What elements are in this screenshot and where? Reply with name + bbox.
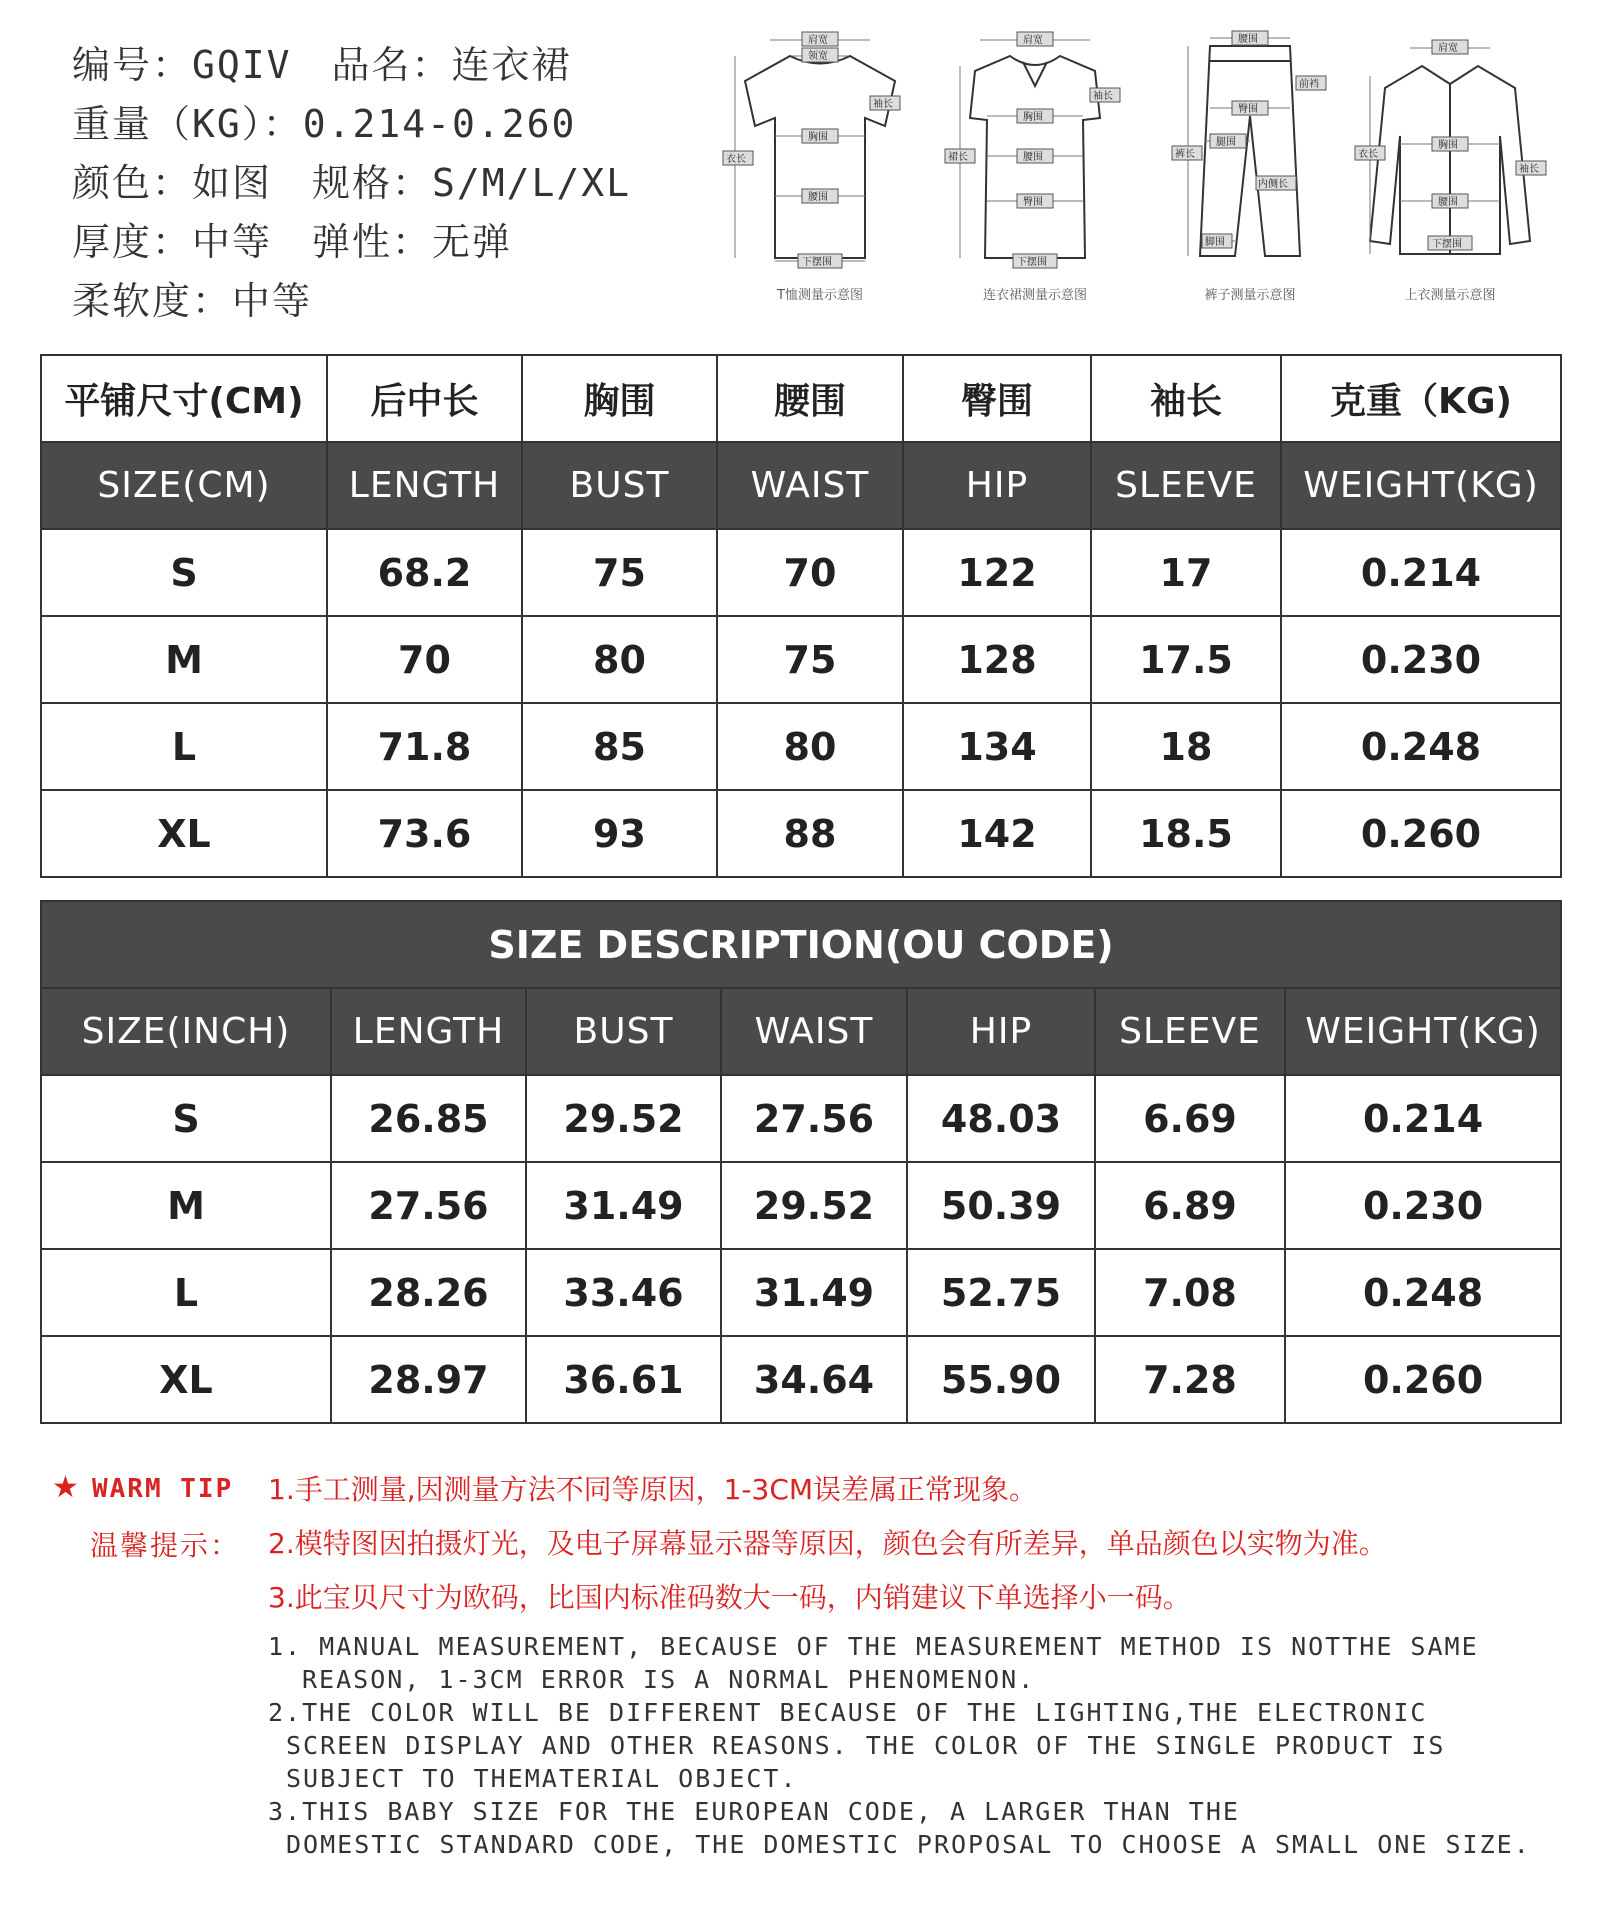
- table-cell: 17: [1091, 529, 1281, 616]
- header-cell: SIZE(INCH): [41, 988, 331, 1075]
- tip-zh-3: 3.此宝贝尺寸为欧码，比国内标准码数大一码，内销建议下单选择小一码。: [268, 1581, 1191, 1614]
- product-thickness: 厚度：中等: [72, 220, 273, 264]
- svg-text:肩宽: 肩宽: [1438, 43, 1458, 54]
- table-cell: 31.49: [526, 1162, 721, 1249]
- svg-text:肩宽: 肩宽: [808, 35, 828, 46]
- inch-table-title: SIZE DESCRIPTION(OU CODE): [41, 901, 1561, 988]
- table-cell: 55.90: [907, 1336, 1095, 1423]
- product-code: 编号：GQIV: [72, 43, 292, 87]
- tip-en-line: REASON, 1-3CM ERROR IS A NORMAL PHENOMENON.: [302, 1665, 1036, 1694]
- table-cell: 27.56: [721, 1075, 907, 1162]
- svg-text:袖长: 袖长: [873, 99, 893, 110]
- warm-tip-label-zh: 温馨提示：: [90, 1529, 241, 1562]
- warm-tip-list-zh: [268, 1470, 1387, 1632]
- table-cell: 0.248: [1285, 1249, 1561, 1336]
- tshirt-diagram: [720, 26, 920, 316]
- svg-text:腰围: 腰围: [808, 192, 828, 203]
- header-cell: 平铺尺寸(CM): [41, 355, 327, 442]
- table-row: [41, 1162, 1561, 1249]
- tip-en-line: SUBJECT TO THEMATERIAL OBJECT.: [286, 1764, 798, 1793]
- dress-diagram: [935, 26, 1135, 316]
- table-cell: 75: [522, 529, 717, 616]
- size-table-cm: [40, 354, 1562, 878]
- svg-text:下摆围: 下摆围: [1017, 257, 1047, 268]
- table-cell: 18.5: [1091, 790, 1281, 877]
- table-cell: 122: [903, 529, 1091, 616]
- product-elasticity: 弹性：无弹: [312, 220, 513, 264]
- svg-text:衣长: 衣长: [1358, 149, 1378, 160]
- header-cell: 腰围: [717, 355, 903, 442]
- table-cell: 134: [903, 703, 1091, 790]
- table-cell: 0.260: [1281, 790, 1561, 877]
- header-cell: WAIST: [721, 988, 907, 1075]
- table-cell: 80: [522, 616, 717, 703]
- inch-table-title-row: [41, 901, 1561, 988]
- table-row: [41, 1075, 1561, 1162]
- header-cell: LENGTH: [331, 988, 526, 1075]
- header-cell: HIP: [907, 988, 1095, 1075]
- svg-text:下摆围: 下摆围: [1432, 239, 1462, 250]
- table-cell: XL: [41, 1336, 331, 1423]
- table-cell: 33.46: [526, 1249, 721, 1336]
- product-weight: 重量（KG）：0.214-0.260: [72, 102, 577, 146]
- product-sizes: 规格：S/M/L/XL: [312, 161, 632, 205]
- header-cell: WEIGHT(KG): [1285, 988, 1561, 1075]
- warm-tip-list-en: [268, 1630, 1531, 1861]
- header-cell: 克重（KG): [1281, 355, 1561, 442]
- svg-text:臀围: 臀围: [1238, 104, 1258, 115]
- table-cell: L: [41, 1249, 331, 1336]
- table-cell: M: [41, 1162, 331, 1249]
- product-info: [72, 36, 631, 331]
- pants-diagram-caption: 裤子测量示意图: [1204, 288, 1296, 303]
- table-row: [41, 529, 1561, 616]
- svg-text:胸围: 胸围: [1438, 140, 1458, 151]
- header-cell: 臀围: [903, 355, 1091, 442]
- table-cell: 128: [903, 616, 1091, 703]
- table-cell: 75: [717, 616, 903, 703]
- table-cell: 48.03: [907, 1075, 1095, 1162]
- header-cell: HIP: [903, 442, 1091, 529]
- star-icon: ★: [52, 1470, 79, 1505]
- table-cell: 6.69: [1095, 1075, 1285, 1162]
- tip-en-line: 2.THE COLOR WILL BE DIFFERENT BECAUSE OF THE LIGHTING,THE ELECTRONIC: [268, 1698, 1428, 1727]
- svg-text:衣长: 衣长: [726, 154, 746, 165]
- table-cell: 0.248: [1281, 703, 1561, 790]
- table-cell: 7.28: [1095, 1336, 1285, 1423]
- pants-diagram: [1150, 26, 1350, 316]
- cm-table-en-header: [41, 442, 1561, 529]
- table-cell: 70: [717, 529, 903, 616]
- tip-en-line: SCREEN DISPLAY AND OTHER REASONS. THE COLOR OF THE SINGLE PRODUCT IS: [286, 1731, 1446, 1760]
- table-cell: 0.260: [1285, 1336, 1561, 1423]
- table-cell: 26.85: [331, 1075, 526, 1162]
- header-cell: 袖长: [1091, 355, 1281, 442]
- table-row: [41, 703, 1561, 790]
- warm-tip-label: WARM TIP: [92, 1474, 234, 1504]
- table-row: [41, 790, 1561, 877]
- product-name: 品名：连衣裙: [331, 43, 572, 87]
- header-cell: WEIGHT(KG): [1281, 442, 1561, 529]
- svg-text:胸围: 胸围: [1023, 112, 1043, 123]
- header-cell: 后中长: [327, 355, 522, 442]
- table-cell: 7.08: [1095, 1249, 1285, 1336]
- svg-text:裤长: 裤长: [1175, 149, 1195, 160]
- product-color: 颜色：如图: [72, 161, 273, 205]
- tip-en-line: 3.THIS BABY SIZE FOR THE EUROPEAN CODE, A LARGER THAN THE: [268, 1797, 1240, 1826]
- table-cell: 0.214: [1281, 529, 1561, 616]
- table-cell: 73.6: [327, 790, 522, 877]
- tip-en-line: 1. MANUAL MEASUREMENT, BECAUSE OF THE MEASUREMENT METHOD IS NOTTHE SAME: [268, 1632, 1479, 1661]
- table-cell: 17.5: [1091, 616, 1281, 703]
- svg-text:腰围: 腰围: [1438, 197, 1458, 208]
- table-cell: 52.75: [907, 1249, 1095, 1336]
- tshirt-outline-icon: [720, 26, 920, 286]
- tip-zh-1: 1.手工测量,因测量方法不同等原因，1-3CM误差属正常现象。: [268, 1473, 1038, 1506]
- table-cell: 142: [903, 790, 1091, 877]
- svg-text:下摆围: 下摆围: [802, 257, 832, 268]
- dress-outline-icon: [935, 26, 1135, 286]
- svg-text:腿围: 腿围: [1216, 137, 1236, 148]
- table-cell: 0.214: [1285, 1075, 1561, 1162]
- table-cell: 34.64: [721, 1336, 907, 1423]
- header-cell: 胸围: [522, 355, 717, 442]
- table-cell: 29.52: [526, 1075, 721, 1162]
- cm-table-zh-header: [41, 355, 1561, 442]
- table-cell: 88: [717, 790, 903, 877]
- inch-table-en-header: [41, 988, 1561, 1075]
- pants-outline-icon: [1150, 26, 1350, 286]
- shirt-outline-icon: [1350, 26, 1550, 286]
- dress-diagram-caption: 连衣裙测量示意图: [982, 288, 1087, 303]
- svg-text:前裆: 前裆: [1299, 79, 1319, 90]
- table-cell: 31.49: [721, 1249, 907, 1336]
- measurement-diagrams: [720, 26, 1560, 316]
- svg-text:脚围: 脚围: [1205, 237, 1225, 248]
- table-cell: 93: [522, 790, 717, 877]
- table-cell: 68.2: [327, 529, 522, 616]
- header-cell: LENGTH: [327, 442, 522, 529]
- table-cell: XL: [41, 790, 327, 877]
- header-cell: BUST: [526, 988, 721, 1075]
- table-cell: 28.97: [331, 1336, 526, 1423]
- header-cell: SLEEVE: [1091, 442, 1281, 529]
- table-cell: 80: [717, 703, 903, 790]
- table-cell: 71.8: [327, 703, 522, 790]
- table-cell: 6.89: [1095, 1162, 1285, 1249]
- table-cell: 0.230: [1281, 616, 1561, 703]
- svg-text:袖长: 袖长: [1519, 164, 1539, 175]
- table-row: [41, 1249, 1561, 1336]
- svg-text:内侧长: 内侧长: [1258, 179, 1288, 190]
- svg-text:胸围: 胸围: [808, 132, 828, 143]
- table-cell: 85: [522, 703, 717, 790]
- table-cell: 28.26: [331, 1249, 526, 1336]
- table-cell: 50.39: [907, 1162, 1095, 1249]
- tip-zh-2: 2.模特图因拍摄灯光，及电子屏幕显示器等原因，颜色会有所差异，单品颜色以实物为准。: [268, 1527, 1387, 1560]
- tip-en-line: DOMESTIC STANDARD CODE, THE DOMESTIC PROPOSAL TO CHOOSE A SMALL ONE SIZE.: [286, 1830, 1531, 1859]
- shirt-diagram: [1350, 26, 1550, 316]
- table-cell: L: [41, 703, 327, 790]
- svg-text:领宽: 领宽: [808, 51, 828, 62]
- table-cell: M: [41, 616, 327, 703]
- svg-text:裙长: 裙长: [948, 152, 968, 163]
- svg-text:臀围: 臀围: [1023, 197, 1043, 208]
- header-cell: SLEEVE: [1095, 988, 1285, 1075]
- table-cell: 27.56: [331, 1162, 526, 1249]
- shirt-diagram-caption: 上衣测量示意图: [1404, 288, 1496, 303]
- tshirt-diagram-caption: T恤测量示意图: [777, 288, 863, 303]
- table-cell: S: [41, 529, 327, 616]
- table-row: [41, 616, 1561, 703]
- header-cell: BUST: [522, 442, 717, 529]
- table-cell: 70: [327, 616, 522, 703]
- svg-text:袖长: 袖长: [1093, 91, 1113, 102]
- size-table-inch: [40, 900, 1562, 1424]
- svg-text:肩宽: 肩宽: [1023, 35, 1043, 46]
- table-cell: 36.61: [526, 1336, 721, 1423]
- table-row: [41, 1336, 1561, 1423]
- svg-text:腰围: 腰围: [1023, 152, 1043, 163]
- product-softness: 柔软度：中等: [72, 279, 313, 323]
- table-cell: 29.52: [721, 1162, 907, 1249]
- table-cell: S: [41, 1075, 331, 1162]
- svg-text:腰围: 腰围: [1238, 34, 1258, 45]
- header-cell: SIZE(CM): [41, 442, 327, 529]
- header-cell: WAIST: [717, 442, 903, 529]
- table-cell: 0.230: [1285, 1162, 1561, 1249]
- table-cell: 18: [1091, 703, 1281, 790]
